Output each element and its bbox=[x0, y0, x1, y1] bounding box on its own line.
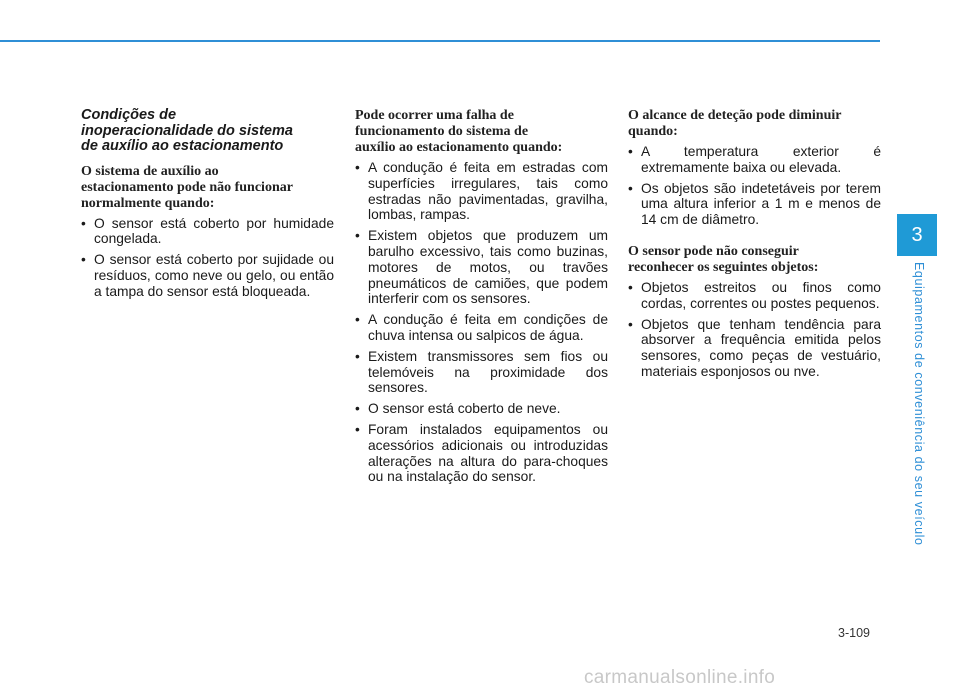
list-item: • A condução é feita em estradas com superfícies irregulares, tais como estradas não pavimentadas, gravilha, lombas, rampas. bbox=[355, 160, 608, 223]
chapter-number-tab: 3 bbox=[897, 214, 937, 256]
list-item: • A condução é feita em condições de chuva intensa ou salpicos de água. bbox=[355, 312, 608, 343]
bullet-icon: • bbox=[355, 348, 360, 364]
bullet-icon: • bbox=[355, 312, 360, 328]
bullet-icon: • bbox=[81, 215, 86, 231]
bullet-icon: • bbox=[355, 160, 360, 175]
subheading-range-decrease: O alcance de deteção pode diminuir quando: bbox=[628, 108, 842, 139]
bullet-icon: • bbox=[355, 421, 360, 437]
watermark: carmanualsonline.info bbox=[584, 667, 776, 688]
list-item: • Existem objetos que produzem um barulho excessivo, tais como buzinas, motores de motos, ou travões pneumáticos de camiões, que podem interferir com os sensores. bbox=[355, 228, 608, 307]
list-item: • Existem transmissores sem fios ou telemóveis na proximidade dos sensores. bbox=[355, 348, 608, 396]
subheading-objects: O sensor pode não conseguir reconhecer os seguintes objetos: bbox=[628, 243, 819, 275]
section-heading: Condições de inoperacionalidade do sistema de auxílio ao estacionamento bbox=[81, 107, 293, 154]
bullet-list-4 bbox=[628, 280, 881, 380]
bullet-icon: • bbox=[628, 144, 633, 159]
bullet-icon: • bbox=[628, 279, 633, 295]
column-3 bbox=[628, 108, 881, 390]
page-number: 3-109 bbox=[838, 626, 870, 640]
bullet-icon: • bbox=[628, 316, 633, 332]
column-1 bbox=[81, 108, 334, 309]
list-item: • O sensor está coberto por sujidade ou resíduos, como neve ou gelo, ou então a tampa do sensor está bloqueada. bbox=[81, 252, 334, 299]
subheading-malfunction: Pode ocorrer uma falha de funcionamento do sistema de auxílio ao estacionamento quando: bbox=[355, 108, 563, 155]
bullet-list-2 bbox=[355, 160, 608, 485]
list-item: • O sensor está coberto de neve. bbox=[355, 401, 561, 417]
bullet-icon: • bbox=[628, 180, 633, 196]
list-item: • O sensor está coberto por humidade congelada. bbox=[81, 215, 334, 247]
column-2 bbox=[355, 108, 608, 495]
bullet-icon: • bbox=[355, 401, 360, 417]
bullet-icon: • bbox=[81, 252, 86, 268]
list-item: • Foram instalados equipamentos ou acessórios adicionais ou introduzidas alterações na altura do para-choques ou na instalação do sensor. bbox=[355, 421, 608, 485]
top-rule bbox=[0, 40, 880, 42]
bullet-list-3 bbox=[628, 144, 881, 228]
bullet-list-1 bbox=[81, 216, 334, 300]
list-item: • Objetos estreitos ou finos como cordas, correntes ou postes pequenos. bbox=[628, 279, 881, 311]
subheading-not-functioning: O sistema de auxílio ao estacionamento pode não funcionar normalmente quando: bbox=[81, 163, 293, 211]
list-item: • Objetos que tenham tendência para absorver a frequência emitida pelos sensores, como peças de vestuário, materiais esponjosos ou nve. bbox=[628, 316, 881, 379]
bullet-icon: • bbox=[355, 228, 360, 244]
list-item: • A temperatura exterior é extremamente baixa ou elevada. bbox=[628, 144, 881, 175]
chapter-title: Equipamentos de conveniência do seu veículo bbox=[912, 262, 926, 546]
list-item: • Os objetos são indetetáveis por terem uma altura inferior a 1 m e menos de 14 cm de diâmetro. bbox=[628, 180, 881, 228]
